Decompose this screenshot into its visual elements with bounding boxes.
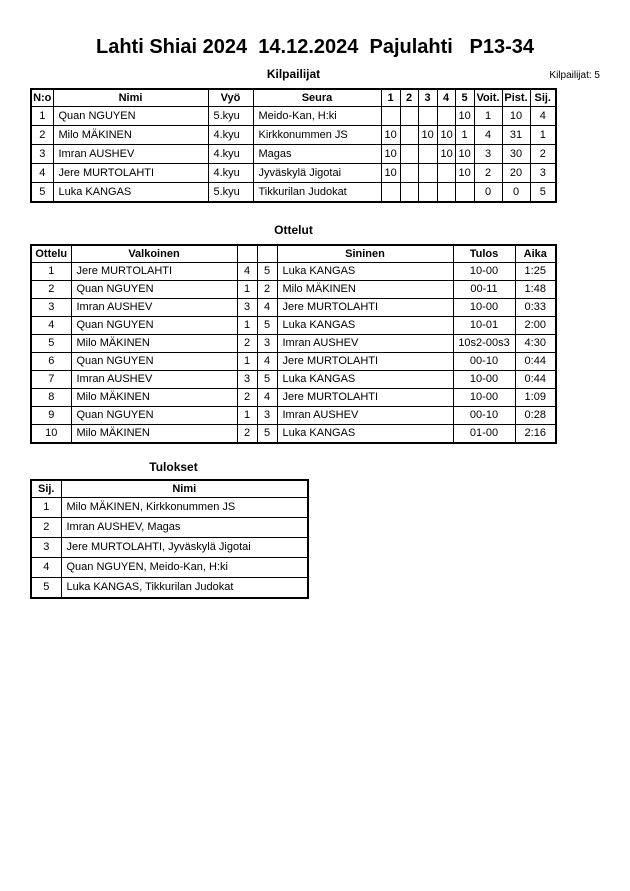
match-points-3 [418, 107, 437, 126]
result-name: Jere MURTOLAHTI, Jyväskylä Jigotai [61, 538, 308, 558]
competitor-number: 3 [31, 145, 53, 164]
competitor-number: 4 [31, 164, 53, 183]
result-place: 3 [31, 538, 61, 558]
white-competitor-name: Quan NGUYEN [71, 353, 237, 371]
blue-competitor-name: Luka KANGAS [277, 425, 453, 444]
match-points-5: 10 [455, 145, 474, 164]
match-number: 9 [31, 407, 71, 425]
match-number: 3 [31, 299, 71, 317]
match-row [31, 317, 556, 335]
white-competitor-name: Quan NGUYEN [71, 317, 237, 335]
match-number: 4 [31, 317, 71, 335]
white-competitor-name: Quan NGUYEN [71, 281, 237, 299]
column-header-tulos: Tulos [453, 245, 515, 263]
competitor-row [31, 183, 556, 203]
match-row [31, 353, 556, 371]
competitor-wins: 3 [474, 145, 502, 164]
blue-competitor-number: 4 [257, 299, 277, 317]
match-points-5: 10 [455, 164, 474, 183]
match-row [31, 407, 556, 425]
column-header-sij: Sij. [530, 89, 556, 107]
competitor-name: Quan NGUYEN [53, 107, 208, 126]
competitors-table [30, 88, 557, 203]
competitor-belt: 4.kyu [208, 126, 253, 145]
results-table [30, 479, 309, 599]
competitor-name: Milo MÄKINEN [53, 126, 208, 145]
competitor-row [31, 107, 556, 126]
matches-table [30, 244, 557, 444]
white-competitor-name: Imran AUSHEV [71, 299, 237, 317]
competitor-place: 4 [530, 107, 556, 126]
blue-competitor-number: 4 [257, 353, 277, 371]
match-result: 00-10 [453, 353, 515, 371]
competitor-points: 10 [502, 107, 530, 126]
competitor-belt: 5.kyu [208, 107, 253, 126]
white-competitor-number: 4 [237, 263, 257, 281]
match-number: 1 [31, 263, 71, 281]
competitors-section-header [0, 67, 630, 83]
white-competitor-number: 1 [237, 407, 257, 425]
match-result: 10-00 [453, 371, 515, 389]
result-place: 4 [31, 558, 61, 578]
match-time: 2:00 [515, 317, 556, 335]
match-result: 10-00 [453, 389, 515, 407]
match-time: 4:30 [515, 335, 556, 353]
blue-competitor-number: 5 [257, 317, 277, 335]
column-header-m2: 2 [400, 89, 418, 107]
matches-header-row [31, 245, 556, 263]
matches-section-label: Ottelut [274, 223, 313, 237]
match-points-1: 10 [381, 145, 400, 164]
match-time: 1:09 [515, 389, 556, 407]
column-header-ottelu: Ottelu [31, 245, 71, 263]
blue-competitor-name: Imran AUSHEV [277, 335, 453, 353]
column-header-aika: Aika [515, 245, 556, 263]
match-result: 10-00 [453, 299, 515, 317]
competitor-belt: 5.kyu [208, 183, 253, 203]
competitor-name: Luka KANGAS [53, 183, 208, 203]
blue-competitor-name: Luka KANGAS [277, 317, 453, 335]
match-time: 0:44 [515, 353, 556, 371]
competitor-club: Tikkurilan Judokat [253, 183, 381, 203]
white-competitor-number: 1 [237, 281, 257, 299]
competitor-place: 5 [530, 183, 556, 203]
competitor-belt: 4.kyu [208, 164, 253, 183]
white-competitor-name: Imran AUSHEV [71, 371, 237, 389]
column-header-seura: Seura [253, 89, 381, 107]
match-result: 10-00 [453, 263, 515, 281]
competitor-club: Meido-Kan, H:ki [253, 107, 381, 126]
blue-competitor-name: Luka KANGAS [277, 371, 453, 389]
competitor-number: 5 [31, 183, 53, 203]
match-points-3: 10 [418, 126, 437, 145]
result-name: Imran AUSHEV, Magas [61, 518, 308, 538]
column-header-white-no [237, 245, 257, 263]
match-result: 00-10 [453, 407, 515, 425]
white-competitor-name: Jere MURTOLAHTI [71, 263, 237, 281]
match-points-1: 10 [381, 126, 400, 145]
match-points-4: 10 [437, 145, 455, 164]
result-row [31, 538, 308, 558]
white-competitor-number: 2 [237, 425, 257, 444]
competitor-place: 3 [530, 164, 556, 183]
blue-competitor-number: 2 [257, 281, 277, 299]
match-row [31, 425, 556, 444]
match-number: 10 [31, 425, 71, 444]
competitor-number: 2 [31, 126, 53, 145]
column-header-m3: 3 [418, 89, 437, 107]
blue-competitor-number: 4 [257, 389, 277, 407]
match-number: 8 [31, 389, 71, 407]
white-competitor-name: Milo MÄKINEN [71, 389, 237, 407]
competitors-section-label: Kilpailijat [266, 67, 321, 81]
match-time: 0:44 [515, 371, 556, 389]
column-header-result-nimi: Nimi [61, 480, 308, 498]
result-row [31, 558, 308, 578]
result-row [31, 498, 308, 518]
competitor-belt: 4.kyu [208, 145, 253, 164]
match-result: 00-11 [453, 281, 515, 299]
match-time: 1:48 [515, 281, 556, 299]
match-points-2 [400, 107, 418, 126]
column-header-result-sij: Sij. [31, 480, 61, 498]
blue-competitor-name: Imran AUSHEV [277, 407, 453, 425]
match-row [31, 335, 556, 353]
column-header-no: N:o [31, 89, 53, 107]
white-competitor-number: 1 [237, 317, 257, 335]
blue-competitor-name: Jere MURTOLAHTI [277, 299, 453, 317]
match-points-2 [400, 183, 418, 203]
page-title: Lahti Shiai 2024 14.12.2024 Pajulahti P13-34 [95, 36, 534, 58]
blue-competitor-name: Milo MÄKINEN [277, 281, 453, 299]
competitor-row [31, 164, 556, 183]
match-points-3 [418, 164, 437, 183]
competitor-wins: 1 [474, 107, 502, 126]
match-number: 6 [31, 353, 71, 371]
column-header-nimi: Nimi [53, 89, 208, 107]
match-result: 10s2-00s3 [453, 335, 515, 353]
competitor-row [31, 145, 556, 164]
column-header-vyo: Vyö [208, 89, 253, 107]
matches-rows [31, 263, 556, 444]
white-competitor-name: Milo MÄKINEN [71, 425, 237, 444]
match-number: 7 [31, 371, 71, 389]
result-name: Quan NGUYEN, Meido-Kan, H:ki [61, 558, 308, 578]
match-points-1 [381, 183, 400, 203]
column-header-m1: 1 [381, 89, 400, 107]
result-name: Luka KANGAS, Tikkurilan Judokat [61, 578, 308, 599]
blue-competitor-name: Jere MURTOLAHTI [277, 389, 453, 407]
column-header-sininen: Sininen [277, 245, 453, 263]
white-competitor-number: 1 [237, 353, 257, 371]
match-row [31, 263, 556, 281]
match-points-4 [437, 183, 455, 203]
match-points-1 [381, 107, 400, 126]
match-row [31, 299, 556, 317]
column-header-m5: 5 [455, 89, 474, 107]
match-points-2 [400, 164, 418, 183]
match-time: 2:16 [515, 425, 556, 444]
match-points-1: 10 [381, 164, 400, 183]
competitor-points: 0 [502, 183, 530, 203]
competitor-number: 1 [31, 107, 53, 126]
result-place: 1 [31, 498, 61, 518]
competitor-points: 30 [502, 145, 530, 164]
competitor-name: Jere MURTOLAHTI [53, 164, 208, 183]
match-row [31, 371, 556, 389]
result-name: Milo MÄKINEN, Kirkkonummen JS [61, 498, 308, 518]
match-points-5 [455, 183, 474, 203]
results-rows [31, 498, 308, 599]
column-header-m4: 4 [437, 89, 455, 107]
white-competitor-number: 3 [237, 299, 257, 317]
competitors-rows [31, 107, 556, 203]
competitors-count: Kilpailijat: 5 [549, 70, 600, 81]
match-points-3 [418, 145, 437, 164]
blue-competitor-number: 5 [257, 371, 277, 389]
blue-competitor-number: 3 [257, 335, 277, 353]
competitor-row [31, 126, 556, 145]
match-number: 2 [31, 281, 71, 299]
match-row [31, 389, 556, 407]
match-points-2 [400, 145, 418, 164]
match-points-4 [437, 107, 455, 126]
competitor-place: 1 [530, 126, 556, 145]
matches-section-header [0, 223, 630, 239]
white-competitor-name: Quan NGUYEN [71, 407, 237, 425]
column-header-valkoinen: Valkoinen [71, 245, 237, 263]
match-number: 5 [31, 335, 71, 353]
competitor-points: 31 [502, 126, 530, 145]
competitor-wins: 4 [474, 126, 502, 145]
match-points-3 [418, 183, 437, 203]
results-header-row [31, 480, 308, 498]
match-time: 0:33 [515, 299, 556, 317]
white-competitor-number: 3 [237, 371, 257, 389]
match-points-4: 10 [437, 126, 455, 145]
competitor-club: Kirkkonummen JS [253, 126, 381, 145]
blue-competitor-name: Jere MURTOLAHTI [277, 353, 453, 371]
competitor-wins: 2 [474, 164, 502, 183]
white-competitor-name: Milo MÄKINEN [71, 335, 237, 353]
competitor-points: 20 [502, 164, 530, 183]
result-place: 2 [31, 518, 61, 538]
match-points-4 [437, 164, 455, 183]
result-row [31, 518, 308, 538]
blue-competitor-number: 3 [257, 407, 277, 425]
white-competitor-number: 2 [237, 335, 257, 353]
column-header-voit: Voit. [474, 89, 502, 107]
match-row [31, 281, 556, 299]
column-header-blue-no [257, 245, 277, 263]
match-result: 01-00 [453, 425, 515, 444]
results-section-label: Tulokset [149, 460, 198, 474]
competitor-club: Jyväskylä Jigotai [253, 164, 381, 183]
column-header-pist: Pist. [502, 89, 530, 107]
competitor-place: 2 [530, 145, 556, 164]
match-points-2 [400, 126, 418, 145]
blue-competitor-number: 5 [257, 425, 277, 444]
blue-competitor-name: Luka KANGAS [277, 263, 453, 281]
match-time: 0:28 [515, 407, 556, 425]
match-time: 1:25 [515, 263, 556, 281]
match-result: 10-01 [453, 317, 515, 335]
blue-competitor-number: 5 [257, 263, 277, 281]
white-competitor-number: 2 [237, 389, 257, 407]
result-place: 5 [31, 578, 61, 599]
result-row [31, 578, 308, 599]
competitor-club: Magas [253, 145, 381, 164]
competitor-name: Imran AUSHEV [53, 145, 208, 164]
match-points-5: 10 [455, 107, 474, 126]
match-points-5: 1 [455, 126, 474, 145]
competitor-wins: 0 [474, 183, 502, 203]
competitors-header-row [31, 89, 556, 107]
